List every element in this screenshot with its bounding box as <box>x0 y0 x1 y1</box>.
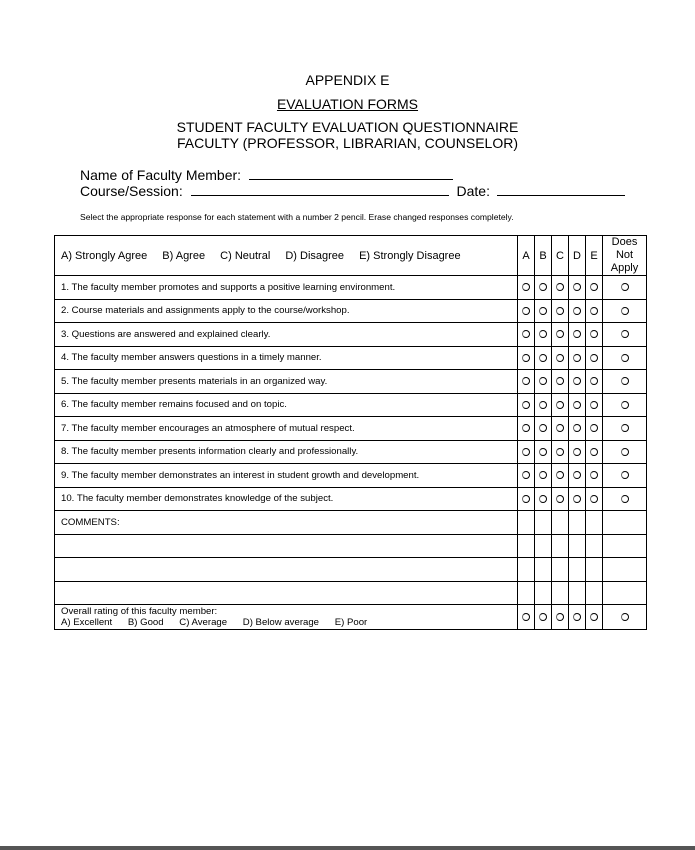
table-row <box>55 464 647 488</box>
bubble-b[interactable] <box>539 613 547 621</box>
scale-e: E) Strongly Disagree <box>359 249 461 262</box>
comments-blank-row <box>55 534 647 558</box>
bubble-does-not-apply[interactable] <box>621 377 629 385</box>
table-header-row <box>55 236 647 276</box>
statement-text: 4. The faculty member answers questions in a timely manner. <box>55 346 518 370</box>
bubble-d[interactable] <box>573 330 581 338</box>
column-a: A <box>518 236 535 276</box>
bubble-c[interactable] <box>556 613 564 621</box>
column-e: E <box>586 236 603 276</box>
bubble-d[interactable] <box>573 448 581 456</box>
bubble-c[interactable] <box>556 401 564 409</box>
page-bottom-edge <box>0 846 695 850</box>
bubble-a[interactable] <box>522 471 530 479</box>
bubble-b[interactable] <box>539 307 547 315</box>
bubble-d[interactable] <box>573 495 581 503</box>
table-row <box>55 417 647 441</box>
bubble-does-not-apply[interactable] <box>621 448 629 456</box>
bubble-e[interactable] <box>590 354 598 362</box>
dna-line2: Not <box>615 249 634 261</box>
comments-label[interactable]: COMMENTS: <box>55 511 518 535</box>
faculty-name-label: Name of Faculty Member: <box>80 167 242 183</box>
dna-line1: Does <box>611 236 638 248</box>
bubble-a[interactable] <box>522 424 530 432</box>
scale-b: B) Agree <box>162 249 206 262</box>
bubble-does-not-apply[interactable] <box>621 424 629 432</box>
bubble-c[interactable] <box>556 377 564 385</box>
overall-rating-label: Overall rating of this faculty member: <box>61 606 218 617</box>
overall-rating-row <box>55 605 647 630</box>
statement-text: 1. The faculty member promotes and supports a positive learning environment. <box>55 276 518 300</box>
statement-text: 8. The faculty member presents information clearly and professionally. <box>55 440 518 464</box>
bubble-b[interactable] <box>539 495 547 503</box>
bubble-does-not-apply[interactable] <box>621 495 629 503</box>
bubble-does-not-apply[interactable] <box>621 613 629 621</box>
course-session-row <box>80 182 625 199</box>
table-row <box>55 370 647 394</box>
column-d: D <box>569 236 586 276</box>
bubble-d[interactable] <box>573 307 581 315</box>
scale-legend <box>55 236 518 276</box>
column-c: C <box>552 236 569 276</box>
scale-c: C) Neutral <box>220 249 271 262</box>
statement-text: 6. The faculty member remains focused and on topic. <box>55 393 518 417</box>
course-session-label: Course/Session: <box>80 183 183 199</box>
bubble-a[interactable] <box>522 307 530 315</box>
bubble-d[interactable] <box>573 613 581 621</box>
bubble-c[interactable] <box>556 448 564 456</box>
bubble-a[interactable] <box>522 613 530 621</box>
bubble-e[interactable] <box>590 471 598 479</box>
course-session-line[interactable] <box>191 182 449 196</box>
overall-option-c: C) Average <box>179 617 228 628</box>
bubble-b[interactable] <box>539 471 547 479</box>
comments-line[interactable] <box>55 581 518 605</box>
bubble-e[interactable] <box>590 613 598 621</box>
evaluation-table <box>54 235 647 630</box>
overall-rating-options <box>61 617 517 628</box>
bubble-b[interactable] <box>539 448 547 456</box>
date-line[interactable] <box>497 182 625 196</box>
statement-text: 5. The faculty member presents materials in an organized way. <box>55 370 518 394</box>
bubble-c[interactable] <box>556 307 564 315</box>
bubble-b[interactable] <box>539 283 547 291</box>
bubble-a[interactable] <box>522 448 530 456</box>
comments-blank-row <box>55 581 647 605</box>
date-label: Date: <box>456 183 490 199</box>
bubble-d[interactable] <box>573 401 581 409</box>
bubble-d[interactable] <box>573 283 581 291</box>
bubble-a[interactable] <box>522 354 530 362</box>
form-title-line1: STUDENT FACULTY EVALUATION QUESTIONNAIRE <box>176 119 519 135</box>
bubble-does-not-apply[interactable] <box>621 354 629 362</box>
statement-text: 9. The faculty member demonstrates an interest in student growth and development. <box>55 464 518 488</box>
statement-text: 7. The faculty member encourages an atmosphere of mutual respect. <box>55 417 518 441</box>
comments-blank-row <box>55 558 647 582</box>
bubble-c[interactable] <box>556 283 564 291</box>
bubble-e[interactable] <box>590 307 598 315</box>
comments-row <box>55 511 647 535</box>
bubble-does-not-apply[interactable] <box>621 330 629 338</box>
bubble-a[interactable] <box>522 495 530 503</box>
bubble-b[interactable] <box>539 424 547 432</box>
bubble-d[interactable] <box>573 354 581 362</box>
bubble-e[interactable] <box>590 283 598 291</box>
bubble-e[interactable] <box>590 495 598 503</box>
overall-rating-cell <box>55 605 518 630</box>
bubble-b[interactable] <box>539 354 547 362</box>
bubble-e[interactable] <box>590 448 598 456</box>
comments-line[interactable] <box>55 558 518 582</box>
bubble-e[interactable] <box>590 401 598 409</box>
column-does-not-apply <box>603 236 647 276</box>
bubble-e[interactable] <box>590 424 598 432</box>
dna-line3: Apply <box>610 262 639 274</box>
bubble-does-not-apply[interactable] <box>621 307 629 315</box>
statement-text: 10. The faculty member demonstrates knowledge of the subject. <box>55 487 518 511</box>
overall-option-b: B) Good <box>127 617 164 628</box>
bubble-d[interactable] <box>573 377 581 385</box>
section-subtitle: EVALUATION FORMS <box>276 96 419 112</box>
scale-d: D) Disagree <box>285 249 345 262</box>
overall-option-a: A) Excellent <box>61 617 113 628</box>
overall-option-d: D) Below average <box>242 617 320 628</box>
bubble-c[interactable] <box>556 471 564 479</box>
table-row <box>55 440 647 464</box>
bubble-a[interactable] <box>522 283 530 291</box>
bubble-c[interactable] <box>556 424 564 432</box>
bubble-c[interactable] <box>556 330 564 338</box>
bubble-does-not-apply[interactable] <box>621 471 629 479</box>
bubble-c[interactable] <box>556 495 564 503</box>
overall-option-e: E) Poor <box>334 617 368 628</box>
column-b: B <box>535 236 552 276</box>
form-title-line2: FACULTY (PROFESSOR, LIBRARIAN, COUNSELOR) <box>177 135 518 151</box>
faculty-name-line[interactable] <box>249 166 453 180</box>
statement-text: 2. Course materials and assignments apply to the course/workshop. <box>55 299 518 323</box>
bubble-b[interactable] <box>539 330 547 338</box>
table-row <box>55 323 647 347</box>
table-row <box>55 276 647 300</box>
bubble-does-not-apply[interactable] <box>621 283 629 291</box>
statement-text: 3. Questions are answered and explained clearly. <box>55 323 518 347</box>
bubble-d[interactable] <box>573 424 581 432</box>
bubble-c[interactable] <box>556 354 564 362</box>
table-row <box>55 346 647 370</box>
instructions: Select the appropriate response for each statement with a number 2 pencil. Erase changed responses completely. <box>80 212 514 222</box>
bubble-a[interactable] <box>522 377 530 385</box>
bubble-e[interactable] <box>590 377 598 385</box>
bubble-e[interactable] <box>590 330 598 338</box>
bubble-d[interactable] <box>573 471 581 479</box>
comments-line[interactable] <box>55 534 518 558</box>
scale-a: A) Strongly Agree <box>61 249 148 262</box>
bubble-b[interactable] <box>539 401 547 409</box>
bubble-b[interactable] <box>539 377 547 385</box>
bubble-a[interactable] <box>522 401 530 409</box>
table-row <box>55 299 647 323</box>
table-row <box>55 487 647 511</box>
faculty-name-row <box>80 166 453 183</box>
bubble-a[interactable] <box>522 330 530 338</box>
table-row <box>55 393 647 417</box>
appendix-title: APPENDIX E <box>305 72 390 88</box>
bubble-does-not-apply[interactable] <box>621 401 629 409</box>
